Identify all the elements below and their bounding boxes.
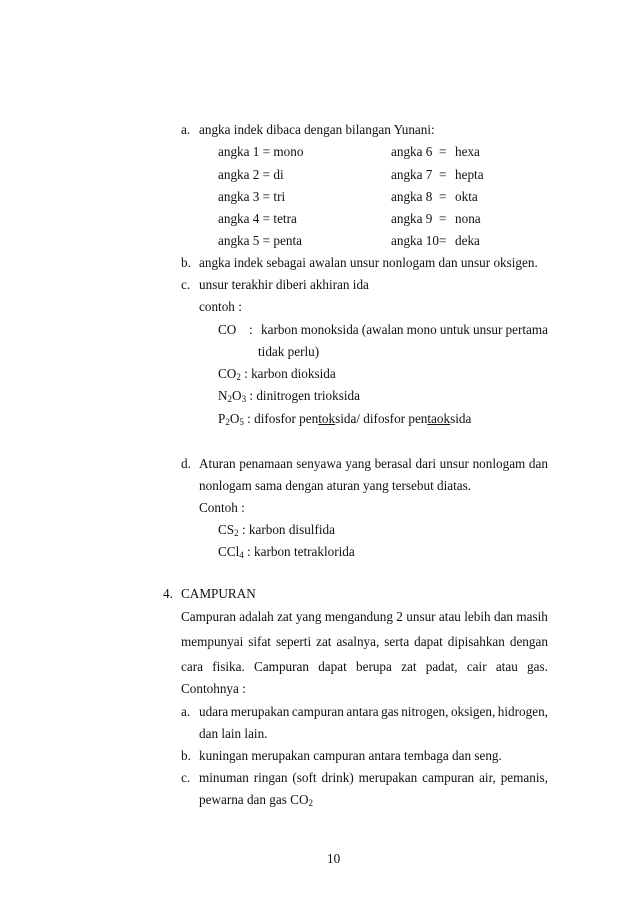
prefix-value-10: deka	[455, 233, 480, 248]
prefix-value-9: nona	[455, 211, 481, 226]
item-b-text: angka indek sebagai awalan unsur nonlogam dan unsur oksigen.	[199, 255, 538, 270]
prefix-eq-9: =	[439, 211, 447, 226]
prefix-right-label-9: angka 9	[391, 211, 433, 226]
item-a-text: angka indek dibaca dengan bilangan Yunani:	[199, 122, 435, 137]
campuran-b-marker: b.	[181, 748, 191, 763]
campuran-contoh-label: Contohnya :	[181, 681, 246, 696]
prefix-left-1: angka 1 = mono	[218, 144, 304, 159]
example-co2: $CO_2$ : karbon dioksida	[218, 366, 336, 382]
item-d-marker: d.	[181, 456, 191, 471]
campuran-c-line1: minuman ringan (soft drink) merupakan campuran air, pemanis,	[199, 770, 548, 785]
prefix-left-5: angka 5 = penta	[218, 233, 302, 248]
prefix-value-6: hexa	[455, 144, 480, 159]
prefix-eq-8: =	[439, 189, 447, 204]
prefix-value-8: okta	[455, 189, 478, 204]
item-a-marker: a.	[181, 122, 191, 137]
item-d-line1: Aturan penamaan senyawa yang berasal dari unsur nonlogam dan	[199, 456, 548, 471]
item-b-marker: b.	[181, 255, 191, 270]
prefix-eq-10: =	[439, 233, 447, 248]
prefix-left-2: angka 2 = di	[218, 167, 284, 182]
prefix-right-label-8: angka 8	[391, 189, 433, 204]
example-cs2: $CS_2$ : karbon disulfida	[218, 522, 335, 538]
example-co-description-line2: tidak perlu)	[258, 344, 320, 359]
example-co-separator: :	[249, 322, 253, 337]
example-ccl4: CCl$_4$ : karbon tetraklorida	[218, 544, 355, 560]
section-number: 4.	[163, 586, 173, 601]
prefix-eq-6: =	[439, 144, 447, 159]
item-c-marker: c.	[181, 277, 191, 292]
page-number: 10	[327, 851, 341, 866]
prefix-right-label-10: angka 10	[391, 233, 439, 248]
item-d-line2: nonlogam sama dengan aturan yang tersebut diatas.	[199, 478, 472, 493]
prefix-left-4: angka 4 = tetra	[218, 211, 297, 226]
campuran-a-marker: a.	[181, 704, 191, 719]
example-co-description-line1: karbon monoksida (awalan mono untuk unsur pertama	[261, 322, 548, 337]
item-d-contoh-label: Contoh :	[199, 500, 245, 515]
example-co-formula: CO	[218, 322, 237, 337]
campuran-c-line2: pewarna dan gas $CO_2$	[199, 792, 313, 808]
campuran-paragraph-line1: Campuran adalah zat yang mengandung 2 unsur atau lebih dan masih	[181, 609, 548, 624]
campuran-a-line2: dan lain lain.	[199, 726, 268, 741]
prefix-eq-7: =	[439, 167, 447, 182]
prefix-right-label-6: angka 6	[391, 144, 433, 159]
prefix-right-label-7: angka 7	[391, 167, 433, 182]
prefix-value-7: hepta	[455, 167, 484, 182]
campuran-a-line1: udara merupakan campuran antara gas nitrogen, oksigen, hidrogen,	[199, 704, 548, 719]
item-c-contoh-label: contoh :	[199, 299, 242, 314]
example-n2o3: $N_2O_3$ : dinitrogen trioksida	[218, 388, 360, 404]
example-p2o5: $P_2O_5$ : difosfor pentoksida/ difosfor pentaoksida	[218, 411, 472, 427]
campuran-b-text: kuningan merupakan campuran antara tembaga dan seng.	[199, 748, 502, 763]
section-heading: CAMPURAN	[181, 586, 256, 601]
campuran-paragraph-line2: mempunyai sifat seperti zat asalnya, serta dapat dipisahkan dengan	[181, 634, 548, 649]
item-c-text: unsur terakhir diberi akhiran ida	[199, 277, 369, 292]
prefix-left-3: angka 3 = tri	[218, 189, 286, 204]
campuran-paragraph-line3: cara fisika. Campuran dapat berupa zat padat, cair atau gas.	[181, 659, 548, 674]
campuran-c-marker: c.	[181, 770, 191, 785]
